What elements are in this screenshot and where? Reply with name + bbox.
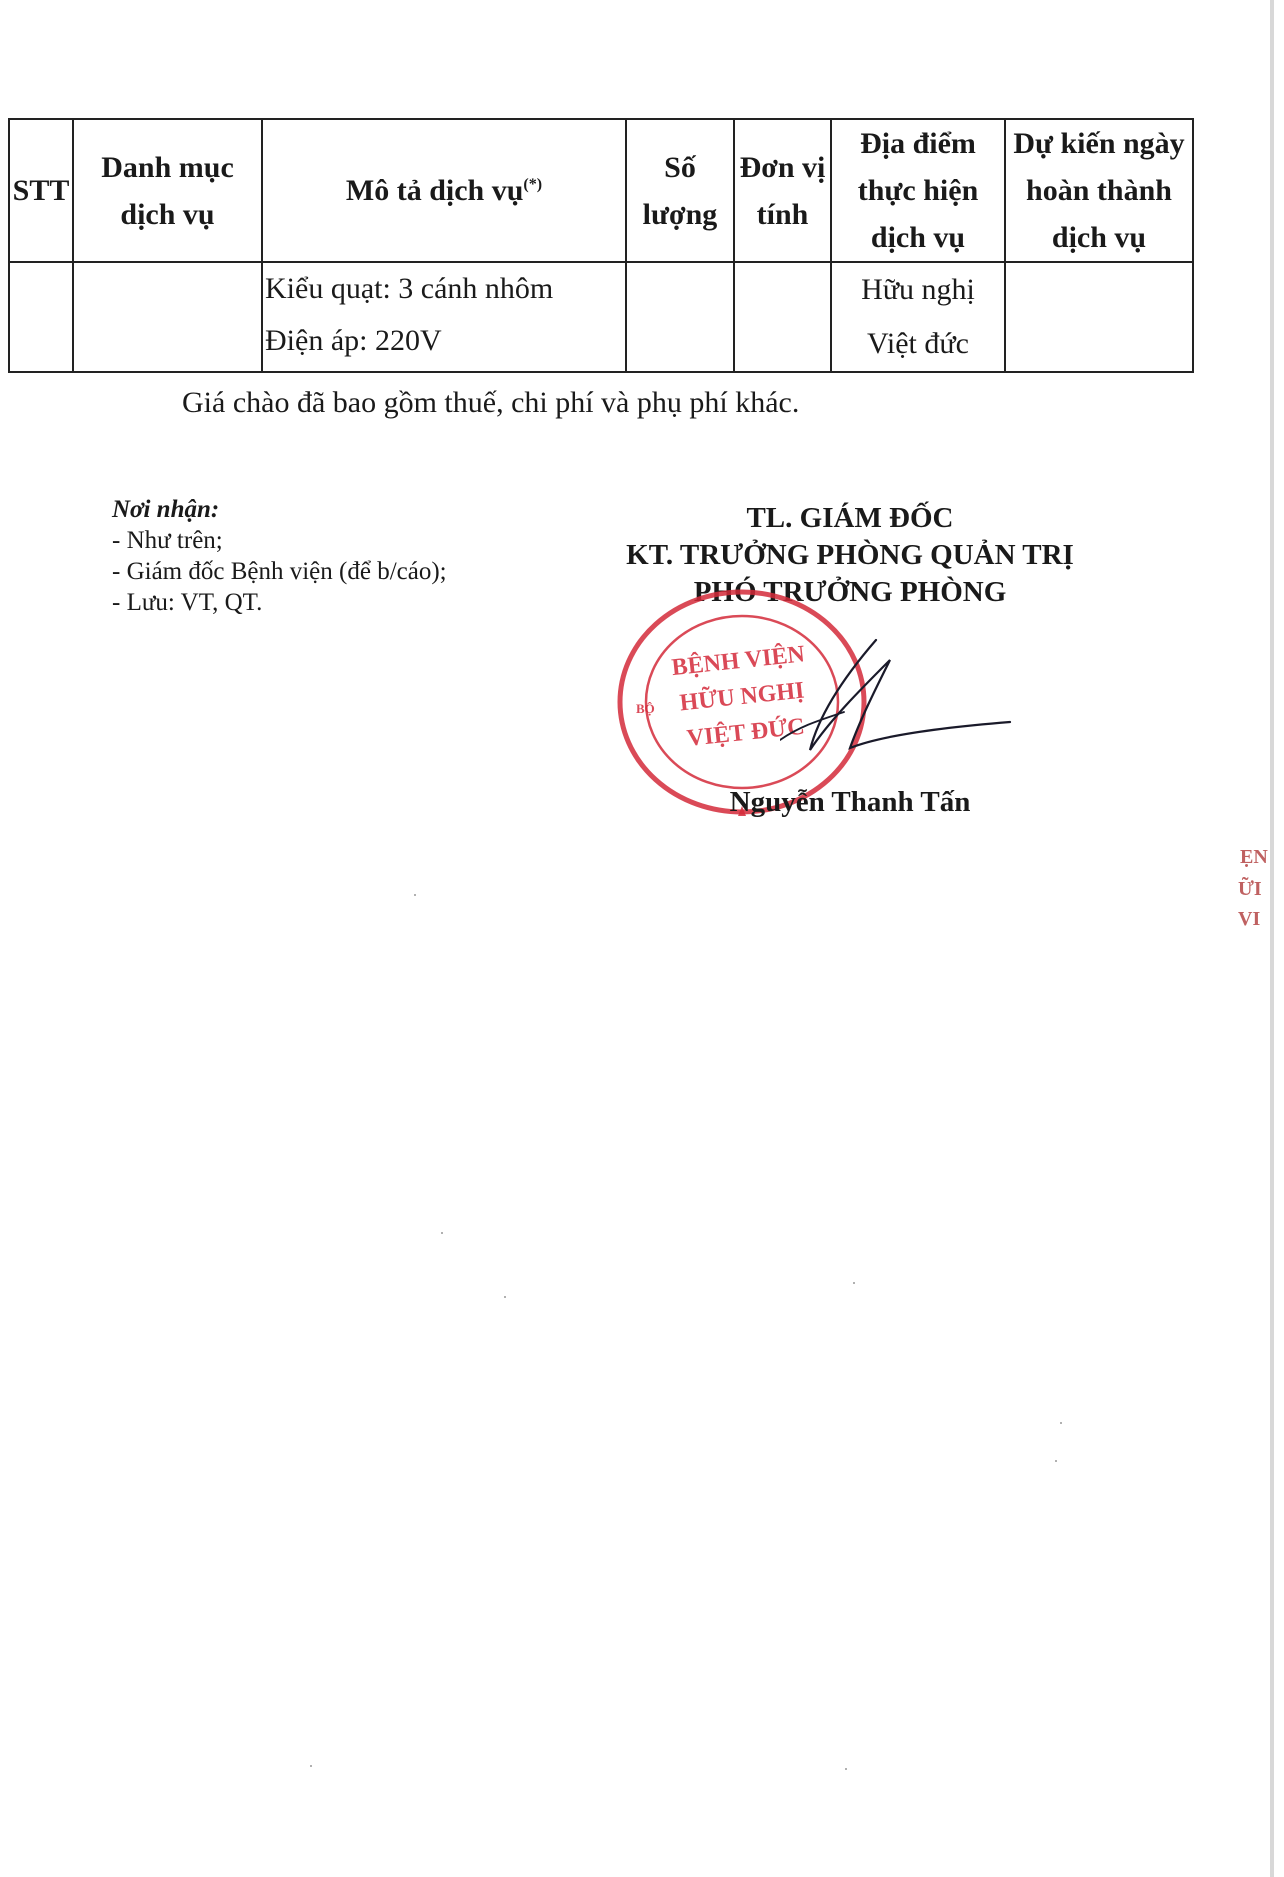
recipient-item: - Lưu: VT, QT. <box>112 589 263 616</box>
scan-speck <box>441 1232 443 1234</box>
edge-fragment: ẸN <box>1240 846 1268 868</box>
header-location: Địa điểm thực hiện dịch vụ <box>831 119 1005 262</box>
cell-description <box>262 262 626 372</box>
header-completion: Dự kiến ngày hoàn thành dịch vụ <box>1005 119 1193 262</box>
header-category: Danh mục dịch vụ <box>73 119 262 262</box>
handwritten-signature-icon <box>780 630 1020 770</box>
description-line: Điện áp: 220V <box>265 324 442 357</box>
cell-category <box>73 262 262 372</box>
scan-speck <box>845 1768 847 1770</box>
edge-fragment: ỮI <box>1238 878 1262 900</box>
header-description: Mô tả dịch vụ(*) <box>262 119 626 262</box>
cell-completion <box>1005 262 1193 372</box>
cell-stt <box>9 262 73 372</box>
seal-line: BỆNH VIỆN <box>670 641 807 682</box>
seal-line: VIỆT ĐỨC <box>685 713 806 752</box>
description-footnote-mark: (*) <box>523 176 543 193</box>
seal-side-text: BỘ <box>636 701 655 716</box>
table-row <box>9 262 1193 372</box>
scan-speck <box>1060 1422 1062 1424</box>
cell-location <box>831 262 1005 372</box>
table-header-row <box>9 119 1193 262</box>
scan-speck <box>504 1296 506 1298</box>
recipient-item: - Như trên; <box>112 527 223 554</box>
header-unit: Đơn vị tính <box>734 119 831 262</box>
recipient-item: - Giám đốc Bệnh viện (để b/cáo); <box>112 558 447 585</box>
scan-speck <box>1055 1460 1057 1462</box>
cell-unit <box>734 262 831 372</box>
location-line: Hữu nghị <box>861 273 975 306</box>
signer-line-1: TL. GIÁM ĐỐC <box>746 502 954 534</box>
scan-speck <box>414 894 416 896</box>
signer-name: Nguyễn Thanh Tấn <box>729 786 971 818</box>
edge-stamp-fragments <box>1236 760 1272 1000</box>
recipients-block <box>112 494 447 618</box>
scan-speck <box>310 1765 312 1767</box>
price-note: Giá chào đã bao gồm thuế, chi phí và phụ phí khác. <box>182 386 800 419</box>
signer-line-2: KT. TRƯỞNG PHÒNG QUẢN TRỊ <box>626 539 1074 571</box>
description-line: Kiểu quạt: 3 cánh nhôm <box>265 272 554 305</box>
signer-line-3: PHÓ TRƯỞNG PHÒNG <box>693 576 1007 608</box>
scan-speck <box>853 1282 855 1284</box>
edge-fragment: VI <box>1238 908 1261 930</box>
header-stt: STT <box>9 119 73 262</box>
services-table <box>8 118 1194 373</box>
recipients-heading: Nơi nhận: <box>112 496 220 523</box>
header-quantity: Số lượng <box>626 119 734 262</box>
cell-quantity <box>626 262 734 372</box>
location-line: Việt đức <box>867 327 969 360</box>
seal-line: HỮU NGHỊ <box>678 677 806 717</box>
